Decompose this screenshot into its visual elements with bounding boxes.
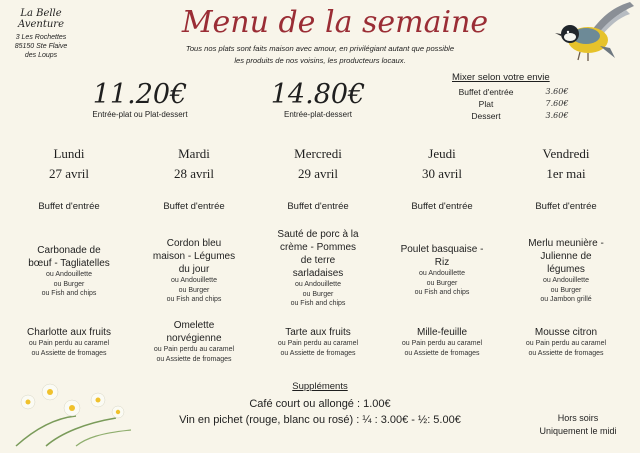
main-course: [8, 244, 130, 299]
main-option: ou Burger: [302, 290, 334, 298]
main-line: de terre: [300, 255, 336, 266]
mix-list: [440, 86, 590, 122]
mix-label: Plat: [478, 99, 494, 109]
price-block-2: [250, 80, 386, 119]
mix-row: [440, 110, 590, 122]
starter: Buffet d'entrée: [535, 201, 597, 212]
price-amount: 11.20€: [92, 79, 188, 110]
day-name: Lundi: [53, 146, 85, 161]
main-course: [257, 228, 379, 309]
main-line: maison - Légumes: [152, 251, 236, 262]
main-line: sarladaises: [292, 268, 344, 279]
day-name: Mardi: [178, 146, 210, 161]
main-option: ou Burger: [426, 279, 458, 287]
price-block-1: [72, 80, 208, 119]
main-line: Cordon bleu: [166, 238, 222, 249]
main-option: ou Fish and chips: [414, 289, 470, 296]
mix-row: [440, 98, 590, 110]
dessert-line: Mille-feuille: [416, 327, 467, 338]
day-name: Vendredi: [542, 146, 590, 161]
dessert-line: Mousse citron: [534, 327, 598, 338]
mix-value: 3.60€: [545, 87, 569, 96]
main-course: [505, 237, 627, 305]
dessert-option: ou Pain perdu au caramel: [277, 340, 359, 347]
address-line: 85150 Ste Flaive: [14, 43, 68, 50]
dessert-option: ou Assiette de fromages: [156, 355, 232, 363]
main-line: du jour: [178, 264, 210, 275]
starter: Buffet d'entrée: [163, 201, 225, 212]
dessert-option: ou Assiette de fromages: [280, 349, 356, 357]
main-line: Julienne de: [540, 251, 592, 262]
bird-illustration: [540, 0, 640, 70]
main-line: Sauté de porc à la: [277, 229, 359, 240]
main-option: ou Burger: [550, 286, 582, 294]
dessert-line: Omelette: [173, 320, 215, 331]
price-caption: Entrée-plat ou Plat-dessert: [92, 110, 188, 119]
subtitle-line: les produits de nos voisins, les producteurs locaux.: [234, 56, 406, 65]
dessert: [505, 326, 627, 358]
dessert-line: Charlotte aux fruits: [27, 327, 111, 338]
main-line: Poulet basquaise -: [400, 244, 484, 255]
main-line: légumes: [547, 264, 585, 275]
address: [10, 33, 72, 60]
logo-title-line2: Aventure: [18, 19, 64, 30]
starter: Buffet d'entrée: [38, 201, 100, 212]
supplement-coffee: Café court ou allongé : 1.00€: [249, 398, 391, 410]
page-title: Menu de la semaine: [181, 5, 489, 40]
dessert-line: Tarte aux fruits: [285, 327, 351, 338]
dessert-option: ou Assiette de fromages: [404, 349, 480, 357]
day-date: 1er mai: [546, 166, 586, 181]
main-option: ou Andouillette: [171, 277, 217, 284]
dessert-option: ou Pain perdu au caramel: [28, 340, 110, 347]
mix-label: Dessert: [471, 111, 501, 121]
price-amount: 14.80€: [270, 79, 366, 110]
dessert-option: ou Assiette de fromages: [528, 349, 604, 357]
note-line: Uniquement le midi: [539, 426, 617, 436]
logo-title-line1: La Belle: [20, 8, 62, 19]
subtitle: [130, 43, 510, 67]
main-option: ou Fish and chips: [290, 300, 346, 307]
hours-note: [528, 412, 628, 438]
main-line: Carbonade de: [37, 245, 101, 256]
dessert-option: ou Pain perdu au caramel: [525, 340, 607, 347]
dessert-line: norvégienne: [166, 333, 222, 344]
day-date: 27 avril: [48, 166, 90, 181]
main-line: Riz: [434, 257, 450, 268]
day-date: 29 avril: [297, 166, 339, 181]
main-option: ou Andouillette: [543, 277, 589, 284]
price-caption: Entrée-plat-dessert: [283, 110, 353, 119]
dessert: [381, 326, 503, 358]
mix-title: Mixer selon votre envie: [452, 72, 550, 83]
address-line: 3 Les Rochettes: [15, 34, 67, 41]
logo: [10, 8, 72, 60]
flowers-illustration: [6, 378, 138, 448]
mix-value: 7.60€: [545, 99, 569, 108]
main-line: bœuf - Tagliatelles: [28, 258, 110, 269]
dessert-option: ou Assiette de fromages: [31, 349, 107, 357]
main-option: ou Burger: [53, 280, 85, 288]
main-option: ou Fish and chips: [41, 290, 97, 297]
supplement-wine: Vin en pichet (rouge, blanc ou rosé) : ¼ : 3.00€ - ½: 5.00€: [179, 414, 461, 426]
mix-row: [440, 86, 590, 98]
address-line: des Loups: [24, 52, 58, 59]
dessert: [133, 319, 255, 364]
main-line: Merlu meunière -: [528, 238, 604, 249]
main-option: ou Fish and chips: [166, 296, 222, 303]
main-option: ou Andouillette: [295, 281, 341, 288]
starter: Buffet d'entrée: [287, 201, 349, 212]
main-option: ou Andouillette: [46, 271, 92, 278]
day-date: 30 avril: [421, 166, 463, 181]
dessert: [257, 326, 379, 358]
main-option: ou Burger: [178, 286, 210, 294]
main-option: ou Andouillette: [419, 270, 465, 277]
main-course: [133, 237, 255, 305]
supplements-title: Suppléments: [292, 381, 348, 392]
starter: Buffet d'entrée: [411, 201, 473, 212]
day-name: Mercredi: [294, 146, 342, 161]
subtitle-line: Tous nos plats sont faits maison avec amour, en privilégiant autant que possible: [185, 44, 455, 53]
main-line: crème - Pommes: [279, 242, 357, 253]
dessert: [8, 326, 130, 358]
main-option: ou Jambon grillé: [540, 296, 592, 303]
day-date: 28 avril: [173, 166, 215, 181]
dessert-option: ou Pain perdu au caramel: [401, 340, 483, 347]
dessert-option: ou Pain perdu au caramel: [153, 346, 235, 353]
main-course: [381, 243, 503, 298]
day-name: Jeudi: [428, 146, 456, 161]
mix-label: Buffet d'entrée: [458, 87, 514, 97]
mix-value: 3.60€: [545, 111, 569, 120]
note-line: Hors soirs: [557, 413, 599, 423]
